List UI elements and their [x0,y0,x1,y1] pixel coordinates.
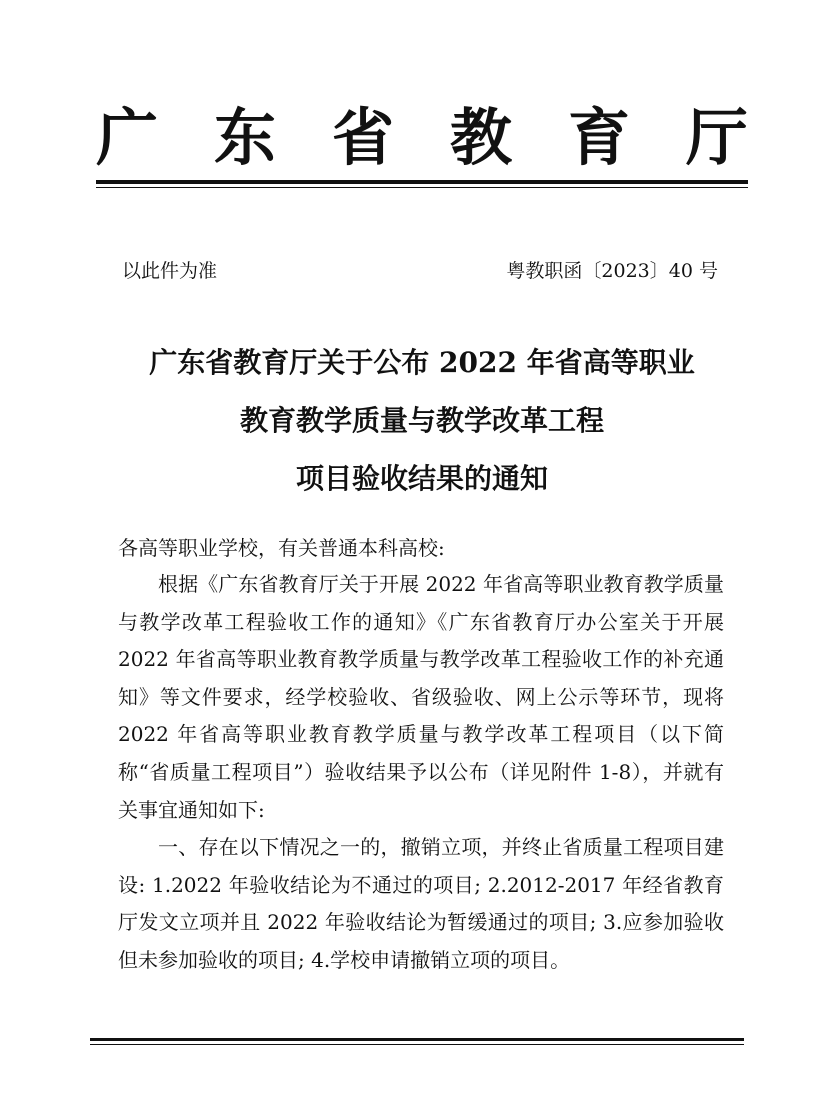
document-number: 粤教职函〔2023〕40 号 [506,260,718,282]
title-line: 教育教学质量与教学改革工程 [239,404,604,437]
document-title [96,334,748,508]
masthead-char: 广 [96,101,159,174]
title-line: 广东省教育厅关于公布 2022 年省高等职业 [149,346,695,379]
paragraph: 根据《广东省教育厅关于开展 2022 年省高等职业教育教学质量与教学改革工程验收工作的通知》《广东省教育厅办公室关于开展 2022 年省高等职业教育教学质量与教学改革工程验收工作的补充通知》等文件要求，经学校验收、省级验收、网上公示等环节，现将 2022 年省高等职业教育教学质量与教学改革工程项目（以下简称“省质量工程项目”）验收结果予以公布（详见附件 1-8），并就有关事宜通知如下: [118,572,724,822]
title-line: 项目验收结果的通知 [295,462,548,495]
masthead-char: 教 [449,101,512,174]
authority-note: 以此件为准 [122,260,218,282]
footer-rule-thin [90,1044,744,1045]
footer-rule-thick [90,1038,744,1041]
masthead-char: 省 [331,101,394,174]
salutation: 各高等职业学校，有关普通本科高校: [118,536,445,560]
masthead-char: 育 [567,101,630,174]
header-rule-thin [96,187,748,188]
masthead-char: 厅 [685,101,748,174]
masthead [96,100,748,176]
header-rule-thick [96,180,748,184]
body-text [118,566,724,980]
masthead-char: 东 [213,101,276,174]
paragraph: 一、存在以下情况之一的，撤销立项，并终止省质量工程项目建设: 1.2022 年验收结论为不通过的项目; 2.2012-2017 年经省教育厅发文立项并且 2022 年验收结论为暂缓通过的项目; 3.应参加验收但未参加验收的项目; 4.学校申请撤销立项的项目。 [118,835,724,972]
